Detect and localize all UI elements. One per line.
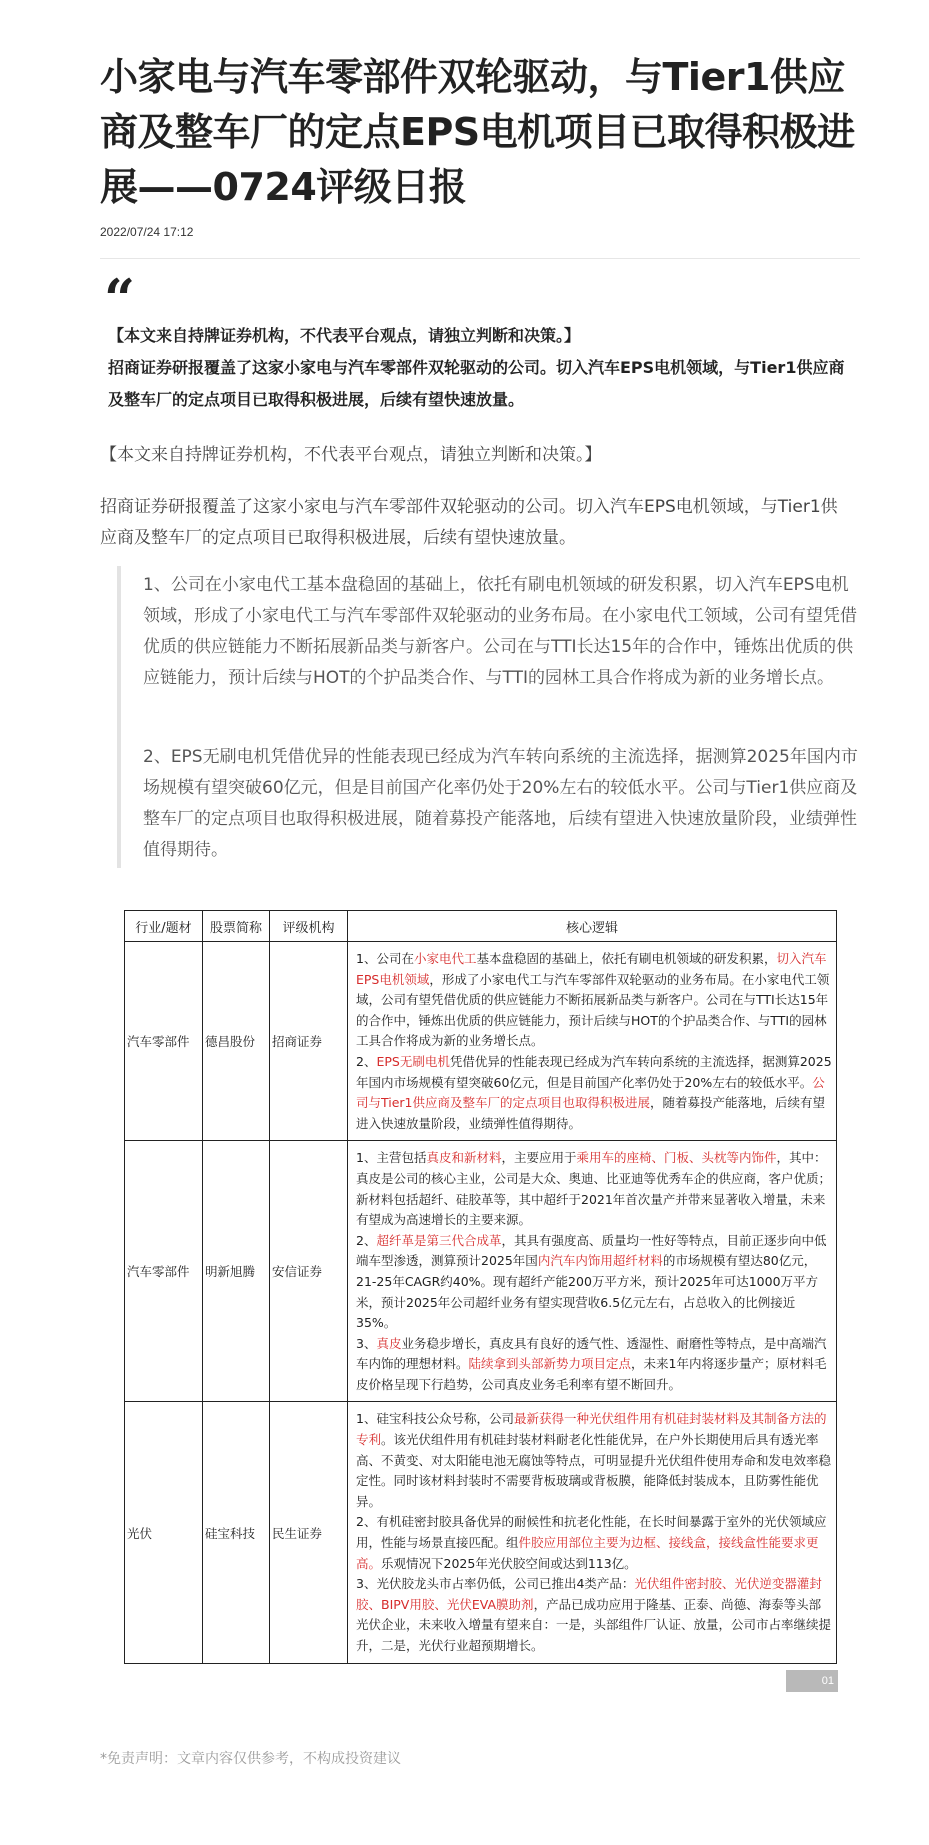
logic-text: ，主要应用于 <box>501 1150 577 1166</box>
logic-text: 。该光伏组件用有机硅封装材料耐老化性能优异，在户外长期使用后具有透光率高、不黄变、对太阳能电池无腐蚀等特点，可明显提升光伏组件使用寿命和发电效率稳定性。同时该材料封装时不需要背板玻璃或背板膜，能降低封装成本，且防雾性能优异。 <box>356 1432 832 1509</box>
stock-cell: 德昌股份 <box>203 942 270 1141</box>
blockquote-point-2: 2、EPS无刷电机凭借优异的性能表现已经成为汽车转向系统的主流选择，据测算2025年国内市场规模有望突破60亿元，但是目前国产化率仍处于20%左右的较低水平。公司与Tier1供应商及整车厂的定点项目也取得积极进展，随着募投产能落地，后续有望进入快速放量阶段，业绩弹性值得期待。 <box>143 747 858 860</box>
paragraph-intro: 招商证券研报覆盖了这家小家电与汽车零部件双轮驱动的公司。切入汽车EPS电机领域，与Tier1供应商及整车厂的定点项目已取得积极进展，后续有望快速放量。 <box>100 497 838 548</box>
table-row <box>125 1402 837 1663</box>
logic-cell <box>348 1141 837 1402</box>
industry-cell: 汽车零部件 <box>125 1141 203 1402</box>
image-watermark-badge: 01 <box>786 1670 838 1692</box>
table-row <box>125 942 837 1141</box>
highlight-text: 公司与Tier1供应商及整车厂的定点项目也取得积极进展 <box>356 1074 825 1111</box>
summary-line-1: 【本文来自持牌证券机构，不代表平台观点，请独立判断和决策。】 <box>108 326 581 345</box>
highlight-text: 乘用车的座椅、门板、头枕等内饰件 <box>576 1150 777 1166</box>
logic-cell <box>348 942 837 1141</box>
logic-text: 1、主营包括 <box>356 1150 427 1166</box>
paragraph-disclaimer: 【本文来自持牌证券机构，不代表平台观点，请独立判断和决策。】 <box>100 445 602 465</box>
highlight-text: 件胶应用部位主要为边框、接线盒，接线盒性能要求更高。 <box>356 1535 819 1571</box>
logic-text: 业务稳步增长，真皮具有良好的透气性、透湿性、耐磨性等特点，是中高端汽车内饰的理想材料。 <box>356 1335 827 1372</box>
logic-text: 1、公司在 <box>356 951 414 966</box>
highlight-text: 切入汽车EPS电机领域 <box>356 951 827 987</box>
highlight-text: 最新获得一种光伏组件用有机硅封装材料及其制备方法的专利 <box>356 1411 827 1448</box>
table-header-row <box>125 911 837 942</box>
publish-date: 2022/07/24 17:12 <box>100 225 194 239</box>
agency-cell: 民生证券 <box>270 1402 348 1663</box>
logic-text: ，产品已成功应用于隆基、正泰、尚德、海泰等头部光伏企业，未来收入增量有望来自：一是，头部组件厂认证、放量，公司市占率继续提升，二是，光伏行业超预期增长。 <box>356 1596 832 1653</box>
logic-text: 乐观情况下2025年光伏胶空间或达到113亿。 <box>381 1555 637 1571</box>
stock-cell: 硅宝科技 <box>203 1402 270 1663</box>
highlight-text: EPS无刷电机 <box>376 1053 450 1069</box>
header-stock: 股票简称 <box>203 911 270 942</box>
logic-text: ，形成了小家电代工与汽车零部件双轮驱动的业务布局。在小家电代工领域，公司有望凭借优质的供应链能力不断拓展新品类与新客户。公司在与TTI长达15年的合作中，锤炼出优质的供应链能力，预计后续与HOT的个护品类合作、与TTI的园林工具合作将成为新的业务增长点。 <box>356 971 830 1049</box>
logic-text: 2、 <box>356 1232 377 1248</box>
logic-text: ，未来1年内将逐步量产；原材料毛皮价格呈现下行趋势，公司真皮业务毛利率有望不断回升。 <box>356 1356 827 1392</box>
highlight-text: 光伏组件密封胶、光伏逆变器灌封胶、BIPV用胶、光伏EVA膜助剂 <box>356 1576 822 1612</box>
logic-text: 的市场规模有望达80亿元，21-25年CAGR约40%。现有超纤产能200万平方米，预计2025年可达1000万平方米，预计2025年公司超纤业务有望实现营收6.5亿元左右，占总收入的比例接近35%。 <box>356 1253 819 1331</box>
header-logic: 核心逻辑 <box>348 911 837 942</box>
table-row <box>125 1141 837 1402</box>
summary-block <box>108 320 860 416</box>
title-divider <box>100 258 860 259</box>
article-title: 小家电与汽车零部件双轮驱动，与Tier1供应商及整车厂的定点EPS电机项目已取得积极进展——0724评级日报 <box>100 55 855 209</box>
logic-text: 2、 <box>356 1053 377 1069</box>
agency-cell: 安信证券 <box>270 1141 348 1402</box>
highlight-text: 真皮 <box>376 1335 402 1351</box>
summary-line-2: 招商证券研报覆盖了这家小家电与汽车零部件双轮驱动的公司。切入汽车EPS电机领域，与Tier1供应商及整车厂的定点项目已取得积极进展，后续有望快速放量。 <box>108 358 845 409</box>
logic-cell <box>348 1402 837 1663</box>
stock-cell: 明新旭腾 <box>203 1141 270 1402</box>
highlight-text: 内汽车内饰用超纤材料 <box>537 1253 663 1269</box>
rating-table <box>124 910 837 1664</box>
footer-disclaimer: *免责声明：文章内容仅供参考，不构成投资建议 <box>100 1751 401 1767</box>
highlight-text: 超纤革是第三代合成革 <box>376 1232 502 1248</box>
industry-cell: 汽车零部件 <box>125 942 203 1141</box>
logic-text: 1、硅宝科技公众号称，公司 <box>356 1411 514 1427</box>
blockquote-point-1: 1、公司在小家电代工基本盘稳固的基础上，依托有刷电机领域的研发积累，切入汽车EPS电机领域，形成了小家电代工与汽车零部件双轮驱动的业务布局。在小家电代工领域，公司有望凭借优质的供应链能力不断拓展新品类与新客户。公司在与TTI长达15年的合作中，锤炼出优质的供应链能力，预计后续与HOT的个护品类合作、与TTI的园林工具合作将成为新的业务增长点。 <box>143 575 857 688</box>
logic-text: 2、有机硅密封胶具备优异的耐候性和抗老化性能，在长时间暴露于室外的光伏领域应用，性能与场景直接匹配。组 <box>356 1514 827 1551</box>
logic-text: ，其中：真皮是公司的核心主业，公司是大众、奥迪、比亚迪等优秀车企的供应商，客户优质；新材料包括超纤、硅胶革等，其中超纤于2021年首次量产并带来显著收入增量，未来有望成为高速增长的主要来源。 <box>356 1150 832 1228</box>
agency-cell: 招商证券 <box>270 942 348 1141</box>
highlight-text: 小家电代工 <box>413 951 477 966</box>
quote-mark-icon: “ <box>104 267 136 331</box>
blockquote <box>117 566 857 868</box>
highlight-text: 陆续拿到头部新势力项目定点 <box>468 1356 632 1372</box>
logic-text: ，随着募投产能落地，后续有望进入快速放量阶段，业绩弹性值得期待。 <box>356 1095 826 1131</box>
header-agency: 评级机构 <box>270 911 348 942</box>
logic-text: ，其具有强度高、质量均一性好等特点，目前正逐步向中低端车型渗透，测算预计2025年国 <box>356 1232 827 1269</box>
logic-text: 3、 <box>356 1335 377 1351</box>
logic-text: 基本盘稳固的基础上，依托有刷电机领域的研发积累， <box>476 951 777 966</box>
industry-cell: 光伏 <box>125 1402 203 1663</box>
logic-text: 凭借优异的性能表现已经成为汽车转向系统的主流选择，据测算2025年国内市场规模有望突破60亿元，但是目前国产化率仍处于20%左右的较低水平。 <box>356 1053 832 1090</box>
logic-text: 3、光伏胶龙头市占率仍低，公司已推出4类产品： <box>356 1576 635 1592</box>
header-industry: 行业/题材 <box>125 911 203 942</box>
highlight-text: 真皮和新材料 <box>426 1150 502 1166</box>
